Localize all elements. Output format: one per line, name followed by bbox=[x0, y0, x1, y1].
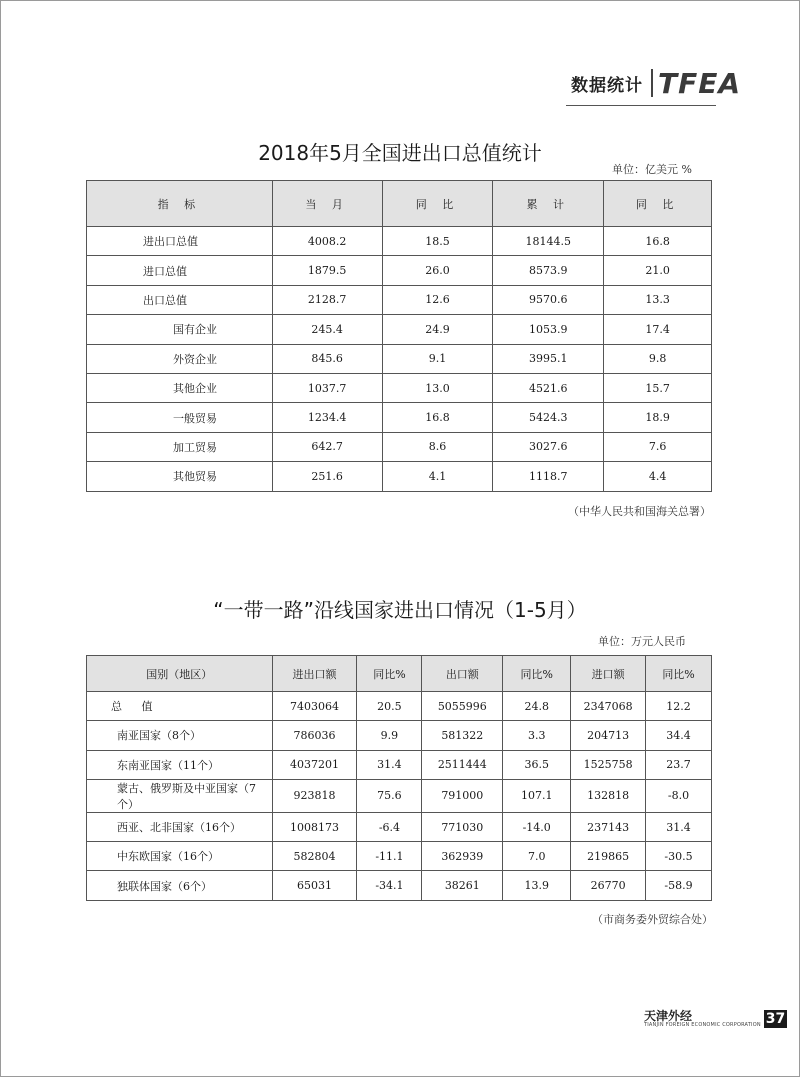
cell-yoy: 24.9 bbox=[382, 315, 493, 344]
cell-cumulative: 9570.6 bbox=[493, 285, 604, 314]
col-header-region: 国别（地区） bbox=[87, 656, 273, 692]
cell-import: 219865 bbox=[571, 842, 646, 871]
table-row bbox=[87, 692, 712, 721]
cell-import-yoy: 31.4 bbox=[646, 812, 712, 841]
row-label: 外资企业 bbox=[87, 344, 273, 373]
row-label: 进口总值 bbox=[87, 256, 273, 285]
row-label: 南亚国家（8个） bbox=[87, 721, 273, 750]
table-row bbox=[87, 285, 712, 314]
cell-export: 5055996 bbox=[422, 692, 503, 721]
col-header-indicator: 指 标 bbox=[87, 181, 273, 227]
cell-month: 642.7 bbox=[272, 432, 382, 461]
cell-trade-yoy: 31.4 bbox=[357, 750, 422, 779]
cell-month: 245.4 bbox=[272, 315, 382, 344]
page-header bbox=[571, 66, 741, 100]
cell-cum-yoy: 18.9 bbox=[604, 403, 712, 432]
cell-cumulative: 4521.6 bbox=[493, 373, 604, 402]
cell-import-yoy: 12.2 bbox=[646, 692, 712, 721]
cell-trade: 786036 bbox=[272, 721, 357, 750]
cell-export-yoy: 36.5 bbox=[503, 750, 571, 779]
cell-yoy: 8.6 bbox=[382, 432, 493, 461]
row-label: 蒙古、俄罗斯及中亚国家（7个） bbox=[87, 779, 273, 812]
cell-import-yoy: 34.4 bbox=[646, 721, 712, 750]
row-label: 加工贸易 bbox=[87, 432, 273, 461]
cell-month: 1879.5 bbox=[272, 256, 382, 285]
cell-export-yoy: 24.8 bbox=[503, 692, 571, 721]
table1-source: （中华人民共和国海关总署） bbox=[568, 505, 711, 518]
cell-import: 2347068 bbox=[571, 692, 646, 721]
cell-cumulative: 1118.7 bbox=[493, 462, 604, 491]
col-header-trade: 进出口额 bbox=[272, 656, 357, 692]
row-label: 国有企业 bbox=[87, 315, 273, 344]
cell-trade: 7403064 bbox=[272, 692, 357, 721]
cell-export: 771030 bbox=[422, 812, 503, 841]
row-label: 东南亚国家（11个） bbox=[87, 750, 273, 779]
table-row bbox=[87, 842, 712, 871]
cell-export-yoy: 3.3 bbox=[503, 721, 571, 750]
cell-import: 132818 bbox=[571, 779, 646, 812]
cell-export-yoy: 107.1 bbox=[503, 779, 571, 812]
cell-cum-yoy: 17.4 bbox=[604, 315, 712, 344]
cell-import-yoy: -30.5 bbox=[646, 842, 712, 871]
table-row bbox=[87, 315, 712, 344]
table-header-row bbox=[87, 656, 712, 692]
table-row bbox=[87, 344, 712, 373]
tfea-logo: TFEA bbox=[658, 66, 742, 100]
cell-export: 38261 bbox=[422, 871, 503, 900]
cell-yoy: 16.8 bbox=[382, 403, 493, 432]
cell-import: 237143 bbox=[571, 812, 646, 841]
cell-month: 2128.7 bbox=[272, 285, 382, 314]
cell-yoy: 12.6 bbox=[382, 285, 493, 314]
cell-import-yoy: -58.9 bbox=[646, 871, 712, 900]
row-label: 出口总值 bbox=[87, 285, 273, 314]
table-row bbox=[87, 256, 712, 285]
footer-brand-block bbox=[644, 1010, 761, 1028]
cell-month: 845.6 bbox=[272, 344, 382, 373]
row-label: 总 值 bbox=[87, 692, 273, 721]
page-footer bbox=[644, 1010, 787, 1028]
cell-cum-yoy: 15.7 bbox=[604, 373, 712, 402]
col-header-import: 进口额 bbox=[571, 656, 646, 692]
col-header-cum-yoy: 同 比 bbox=[604, 181, 712, 227]
cell-month: 4008.2 bbox=[272, 227, 382, 256]
table2-title: “一带一路”沿线国家进出口情况（1-5月） bbox=[213, 598, 587, 622]
footer-subtitle: TIANJIN FOREIGN ECONOMIC CORPORATION bbox=[644, 1022, 761, 1028]
cell-cum-yoy: 7.6 bbox=[604, 432, 712, 461]
cell-cumulative: 18144.5 bbox=[493, 227, 604, 256]
cell-cum-yoy: 13.3 bbox=[604, 285, 712, 314]
table-row bbox=[87, 871, 712, 900]
row-label: 中东欧国家（16个） bbox=[87, 842, 273, 871]
cell-export: 581322 bbox=[422, 721, 503, 750]
cell-import: 1525758 bbox=[571, 750, 646, 779]
row-label: 其他贸易 bbox=[87, 462, 273, 491]
cell-import: 26770 bbox=[571, 871, 646, 900]
cell-trade-yoy: -34.1 bbox=[357, 871, 422, 900]
cell-trade: 1008173 bbox=[272, 812, 357, 841]
cell-cumulative: 5424.3 bbox=[493, 403, 604, 432]
cell-cum-yoy: 21.0 bbox=[604, 256, 712, 285]
table-header-row bbox=[87, 181, 712, 227]
cell-export-yoy: 13.9 bbox=[503, 871, 571, 900]
cell-trade: 582804 bbox=[272, 842, 357, 871]
cell-trade: 923818 bbox=[272, 779, 357, 812]
cell-cum-yoy: 16.8 bbox=[604, 227, 712, 256]
table-row bbox=[87, 432, 712, 461]
table-row bbox=[87, 373, 712, 402]
col-header-month: 当 月 bbox=[272, 181, 382, 227]
cell-month: 1037.7 bbox=[272, 373, 382, 402]
col-header-export-yoy: 同比% bbox=[503, 656, 571, 692]
cell-month: 251.6 bbox=[272, 462, 382, 491]
cell-cumulative: 1053.9 bbox=[493, 315, 604, 344]
col-header-trade-yoy: 同比% bbox=[357, 656, 422, 692]
cell-month: 1234.4 bbox=[272, 403, 382, 432]
row-label: 独联体国家（6个） bbox=[87, 871, 273, 900]
section-title: 数据统计 bbox=[571, 75, 643, 96]
table1-title: 2018年5月全国进出口总值统计 bbox=[258, 141, 542, 165]
cell-cumulative: 3027.6 bbox=[493, 432, 604, 461]
cell-import: 204713 bbox=[571, 721, 646, 750]
table-row bbox=[87, 721, 712, 750]
cell-export: 791000 bbox=[422, 779, 503, 812]
cell-import-yoy: -8.0 bbox=[646, 779, 712, 812]
row-label: 西亚、北非国家（16个） bbox=[87, 812, 273, 841]
col-header-import-yoy: 同比% bbox=[646, 656, 712, 692]
table-row bbox=[87, 227, 712, 256]
footer-brand: 天津外经 bbox=[644, 1009, 693, 1023]
belt-road-trade-table bbox=[86, 655, 712, 901]
cell-cum-yoy: 9.8 bbox=[604, 344, 712, 373]
cell-cumulative: 3995.1 bbox=[493, 344, 604, 373]
cell-export-yoy: 7.0 bbox=[503, 842, 571, 871]
cell-trade: 4037201 bbox=[272, 750, 357, 779]
cell-trade-yoy: -6.4 bbox=[357, 812, 422, 841]
cell-yoy: 13.0 bbox=[382, 373, 493, 402]
cell-cum-yoy: 4.4 bbox=[604, 462, 712, 491]
table-row bbox=[87, 812, 712, 841]
header-separator bbox=[651, 69, 653, 97]
table-row bbox=[87, 462, 712, 491]
table2-unit: 单位：万元人民币 bbox=[598, 635, 686, 648]
row-label: 进出口总值 bbox=[87, 227, 273, 256]
cell-yoy: 18.5 bbox=[382, 227, 493, 256]
table-row bbox=[87, 750, 712, 779]
header-rule bbox=[566, 105, 716, 106]
row-label: 其他企业 bbox=[87, 373, 273, 402]
cell-yoy: 26.0 bbox=[382, 256, 493, 285]
trade-summary-table bbox=[86, 180, 712, 492]
cell-export: 2511444 bbox=[422, 750, 503, 779]
col-header-export: 出口额 bbox=[422, 656, 503, 692]
cell-cumulative: 8573.9 bbox=[493, 256, 604, 285]
cell-yoy: 9.1 bbox=[382, 344, 493, 373]
cell-import-yoy: 23.7 bbox=[646, 750, 712, 779]
table-row bbox=[87, 779, 712, 812]
col-header-yoy: 同 比 bbox=[382, 181, 493, 227]
cell-export-yoy: -14.0 bbox=[503, 812, 571, 841]
page-number: 37 bbox=[765, 1011, 786, 1027]
table-row bbox=[87, 403, 712, 432]
cell-trade-yoy: -11.1 bbox=[357, 842, 422, 871]
table1-unit: 单位：亿美元 % bbox=[612, 163, 692, 176]
cell-trade: 65031 bbox=[272, 871, 357, 900]
col-header-cumulative: 累 计 bbox=[493, 181, 604, 227]
cell-trade-yoy: 20.5 bbox=[357, 692, 422, 721]
cell-yoy: 4.1 bbox=[382, 462, 493, 491]
cell-export: 362939 bbox=[422, 842, 503, 871]
cell-trade-yoy: 75.6 bbox=[357, 779, 422, 812]
table2-source: （市商务委外贸综合处） bbox=[592, 913, 713, 926]
cell-trade-yoy: 9.9 bbox=[357, 721, 422, 750]
row-label: 一般贸易 bbox=[87, 403, 273, 432]
